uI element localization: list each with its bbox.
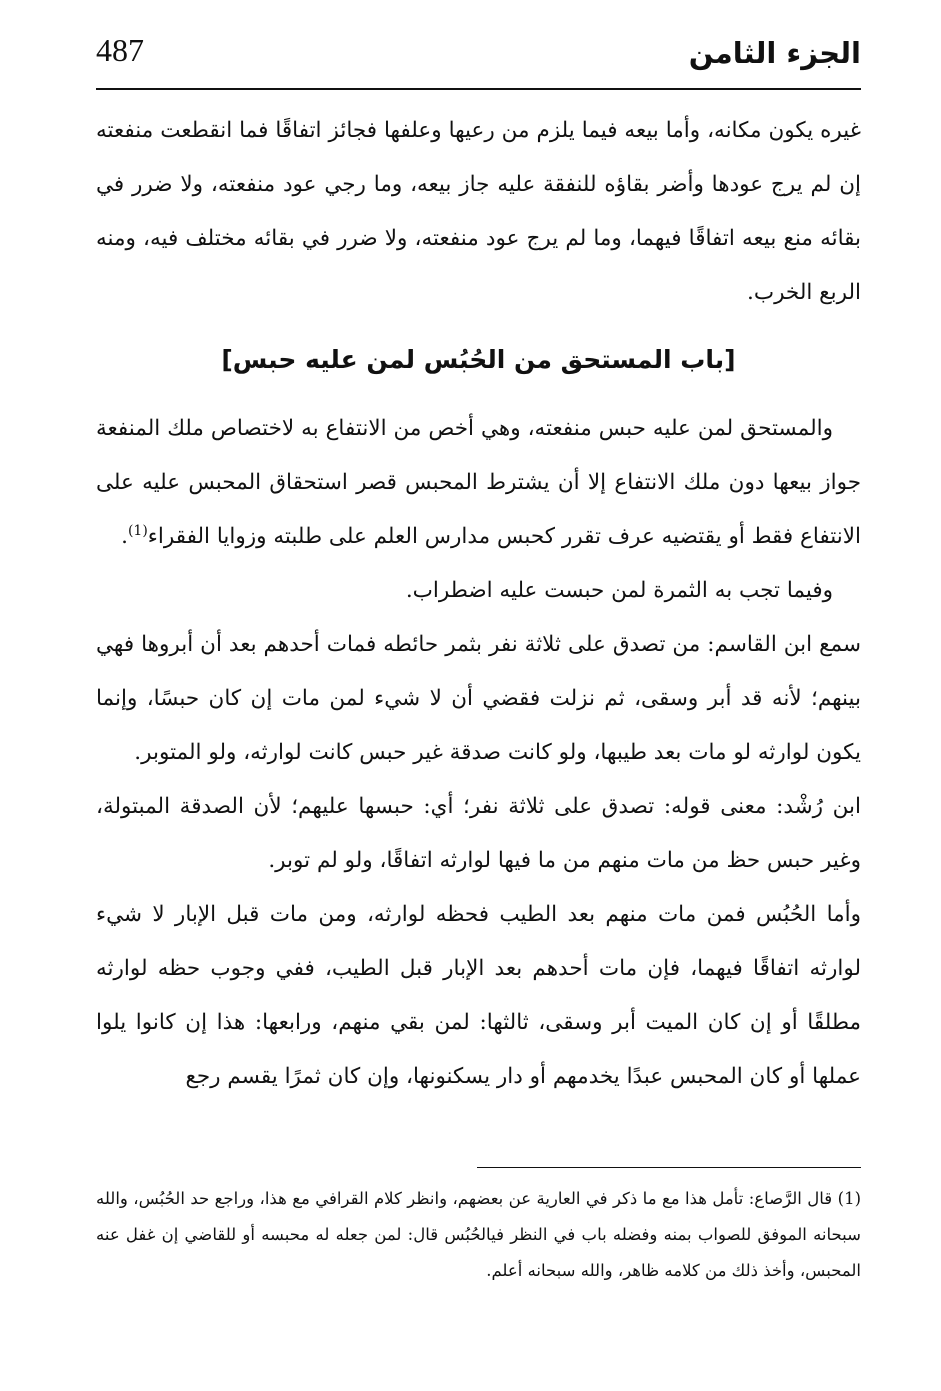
main-text: [96, 104, 861, 1104]
footnote-reference[interactable]: (1): [127, 522, 148, 539]
paragraph-4: سمع ابن القاسم: من تصدق على ثلاثة نفر بثمر حائطه فمات أحدهم بعد أن أبروها فهي بينهم؛ لأنه قد أبر وسقى، ثم نزلت فقضي أن لا شيء لمن مات إن كان حبسًا، وإنما يكون لوارثه لو مات بعد طيبها، ولو كانت صدقة غير حبس كانت لوارثه، ولو المتوبر.: [96, 632, 861, 765]
page-number: 487: [96, 32, 144, 68]
paragraph-2-end: .: [121, 524, 128, 549]
paragraph-3: وفيما تجب به الثمرة لمن حبست عليه اضطراب.: [405, 578, 833, 603]
footnote-1: (1) قال الرَّصاع: تأمل هذا مع ما ذكر في العارية عن بعضهم، وانظر كلام القرافي مع هذا، وراجع حد الحُبُس، والله سبحانه الموفق للصواب بمنه وفضله باب في النظر فيالحُبُس قال: لمن جعله له محبسه أو للقاضي إن غفل عنه المحبس، وأخذ ذلك من كلامه ظاهر، والله سبحانه أعلم.: [96, 1189, 861, 1280]
section-heading: [باب المستحق من الحُبُس لمن عليه حبس]: [221, 345, 736, 374]
footnote-separator: [477, 1167, 861, 1168]
paragraph-2-text: والمستحق لمن عليه حبس منفعته، وهي أخص من الانتفاع به لاختصاص ملك المنفعة جواز بيعها دون ملك الانتفاع إلا أن يشترط المحبس قصر استحقاق المحبس عليه على الانتفاع فقط أو يقتضيه عرف تقرر كحبس مدارس العلم على طلبته وزوايا الفقراء: [96, 416, 861, 549]
paragraph-5: ابن رُشْد: معنى قوله: تصدق على ثلاثة نفر؛ أي: حبسها عليهم؛ لأن الصدقة المبتولة، وغير حبس حظ من مات منهم من ما فيها لوارثه اتفاقًا، ولو لم توبر.: [96, 794, 861, 873]
paragraph-6: وأما الحُبُس فمن مات منهم بعد الطيب فحظه لوارثه، ومن مات قبل الإبار لا شيء لوارثه اتفاقًا فيهما، فإن مات أحدهم بعد الإبار قبل الطيب، ففي وجوب حظه لوارثه مطلقًا أو إن كان الميت أبر وسقى، ثالثها: لمن بقي منهم، ورابعها: هذا إن كانوا يلوا عملها أو كان المحبس عبدًا يخدمهم أو دار يسكنونها، وإن كان ثمرًا يقسم رجع: [96, 902, 861, 1089]
footnotes: [96, 1181, 861, 1289]
page-header: [96, 30, 861, 80]
paragraph-1: غيره يكون مكانه، وأما بيعه فيما يلزم من رعيها وعلفها فجائز اتفاقًا فما انقطعت منفعته إن لم يرج عودها وأضر بقاؤه للنفقة عليه جاز بيعه، وما رجي عود منفعته، ولا ضرر في بقائه منع بيعه اتفاقًا فيهما، وما لم يرج عود منفعته، ولا ضرر في بقائه مختلف فيه، ومنه الربع الخرب.: [96, 118, 861, 305]
header-rule: [96, 88, 861, 90]
running-title: الجزء الثامن: [688, 36, 861, 70]
paragraph-2: [96, 402, 861, 564]
